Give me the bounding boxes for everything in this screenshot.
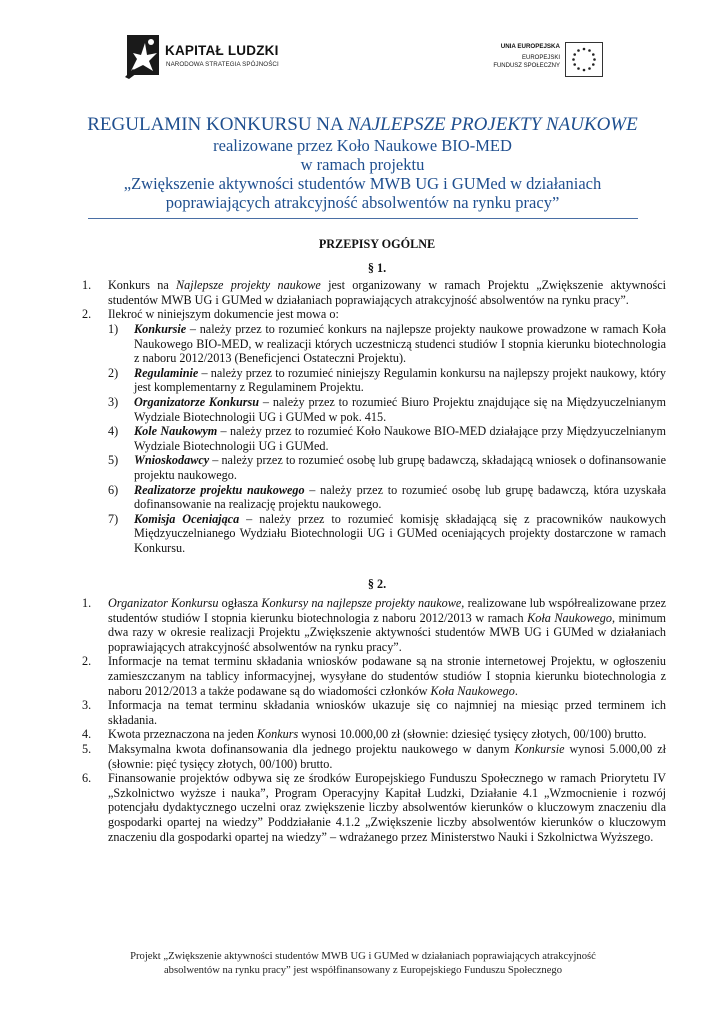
definition-item: 6) Realizatorze projektu naukowego – należy przez to rozumieć osobę lub grupę badawczą, która uzyskała dofinansowanie na realizację projektu naukowego. bbox=[108, 482, 666, 512]
paragraph-2-list bbox=[82, 596, 666, 844]
kapital-ludzki-emblem-icon bbox=[123, 33, 163, 81]
definitions-list bbox=[108, 322, 666, 556]
kapital-ludzki-logo bbox=[123, 33, 283, 81]
definition-item: 5) Wnioskodawcy – należy przez to rozumieć osobę lub grupę badawczą, składającą wniosek o dofinansowanie projektu naukowego. bbox=[108, 453, 666, 482]
paragraph-2-heading: § 2. bbox=[367, 577, 387, 592]
paragraph-1-heading: § 1. bbox=[367, 260, 387, 275]
footer-line2: absolwentów na rynku pracy” jest współfinansowany z Europejskiego Funduszu Społecznego bbox=[163, 965, 563, 976]
paragraph-1-list bbox=[82, 278, 666, 555]
list-item: 1. Organizator Konkursu ogłasza Konkursy na najlepsze projekty naukowe, realizowane lub współrealizowane przez studentów studiów I stopnia kierunku biotechnologia z naboru 2012/2013 w ramach Koła Naukowego, minimum dwa razy w okresie realizacji Projektu „Zwiększenie aktywności studentów MWB UG i GUMed w działaniach poprawiających atrakcyjność absolwentów na rynku pracy”. bbox=[82, 596, 667, 654]
title-line4: „Zwiększenie aktywności studentów MWB UG i GUMed w działaniach bbox=[123, 174, 602, 193]
list-item: 2. Ilekroć w niniejszym dokumencie jest mowa o: 1) Konkursie – należy przez to rozumieć konkurs na najlepsze projekty naukowe prowadzone w ramach Koła Naukowego BIO-MED, w realizacji których uczestniczą studenci studiów I stopnia kierunku biotechnologia z naboru 2012/2013 (Beneficjenci Ostateczni Projektu). 2) Regulaminie – należy przez to rozumieć niniejszy Regulamin konkursu na najlepszy projekt naukowy, który jest komplementarny z Regulaminem Projektu. 3) Organizatorze Konkursu – należy przez to rozumieć Biuro Projektu znajdujące się na Międzyuczelnianym Wydziale Biotechnologii UG i GUMed w pok. 415. 4) Kole Naukowym – należy przez to rozumieć Koło Naukowe BIO-MED działające przy Międzyuczelnianym Wydziale Biotechnologii UG i GUMed. 5) Wnioskodawcy – należy przez to rozumieć osobę lub grupę badawczą, składającą wniosek o dofinansowanie projektu naukowego. 6) Realizatorze projektu naukowego – należy przez to rozumieć osobę lub grupę badawczą, która uzyskała dofinansowanie na realizację projektu naukowego. 7) Komisja Oceniająca – należy przez to rozumieć komisję składającą się z pracowników naukowych Międzyuczelnianego Wydziału Biotechnologii UG i GUMed oceniających projekty dostarczone w ramach Konkursu. bbox=[82, 307, 666, 555]
eu-logo bbox=[470, 41, 605, 77]
eu-logo-lines bbox=[493, 54, 560, 70]
eu-flag-icon bbox=[565, 42, 603, 77]
title-line5: poprawiających atrakcyjność absolwentów na rynku pracy” bbox=[165, 193, 560, 212]
list-item: 1. Konkurs na Najlepsze projekty naukowe jest organizowany w ramach Projektu „Zwiększenie aktywności studentów MWB UG i GUMed w działaniach poprawiających atrakcyjność absolwentów na rynku pracy”. bbox=[82, 278, 666, 307]
page-footer bbox=[80, 950, 646, 978]
list-item: 6. Finansowanie projektów odbywa się ze środków Europejskiego Funduszu Społecznego w ramach Priorytetu IV „Szkolnictwo wyższe i nauka”, Program Operacyjny Kapitał Ludzki, Działanie 4.1 „Wzmocnienie i rozwój potencjału dydaktycznego uczelni oraz zwiększenie liczby absolwentów kierunków o kluczowym znaczeniu dla gospodarki opartej na wiedzy” Poddziałanie 4.1.2 „Zwiększenie liczby absolwentów kierunków o kluczowym znaczeniu dla gospodarki opartej na wiedzy” – wdrażanego przez Ministerstwo Nauki i Szkolnictwa Wyższego. bbox=[82, 771, 666, 844]
definition-item: 1) Konkursie – należy przez to rozumieć konkurs na najlepsze projekty naukowe prowadzone w ramach Koła Naukowego BIO-MED, w realizacji których uczestniczą studenci studiów I stopnia kierunku biotechnologia z naboru 2012/2013 (Beneficjenci Ostateczni Projektu). bbox=[108, 321, 666, 366]
section-heading: PRZEPISY OGÓLNE bbox=[318, 237, 436, 251]
list-item: 4. Kwota przeznaczona na jeden Konkurs wynosi 10.000,00 zł (słownie: dziesięć tysięcy złotych, 00/100) brutto. bbox=[82, 727, 647, 742]
document-title bbox=[60, 114, 665, 212]
title-line1: REGULAMIN KONKURSU NA NAJLEPSZE PROJEKTY NAUKOWE bbox=[87, 114, 638, 135]
title-line3: w ramach projektu bbox=[300, 155, 425, 174]
eu-logo-line3: FUNDUSZ SPOŁECZNY bbox=[493, 63, 560, 69]
definition-item: 3) Organizatorze Konkursu – należy przez to rozumieć Biuro Projektu znajdujące się na Międzyuczelnianym Wydziale Biotechnologii UG i GUMed w pok. 415. bbox=[108, 394, 666, 424]
list-item: 5. Maksymalna kwota dofinansowania dla jednego projektu naukowego w danym Konkursie wynosi 5.000,00 zł (słownie: pięć tysięcy złotych, 00/100) brutto. bbox=[82, 742, 666, 771]
definition-item: 2) Regulaminie – należy przez to rozumieć niniejszy Regulamin konkursu na najlepszy projekt naukowy, który jest komplementarny z Regulaminem Projektu. bbox=[108, 365, 666, 395]
title-line2: realizowane przez Koło Naukowe BIO-MED bbox=[213, 136, 512, 155]
list-item: 2. Informacje na temat terminu składania wniosków podawane są na stronie internetowej Projektu, w ogłoszeniu zamieszczanym na tablicy informacyjnej, wysyłane do studentów studiów I stopnia kierunku biotechnologia z naboru 2012/2013 a także podawane są do wiadomości członków Koła Naukowego. bbox=[82, 654, 666, 698]
eu-logo-line1: UNIA EUROPEJSKA bbox=[500, 43, 560, 50]
kapital-ludzki-title: KAPITAŁ LUDZKI bbox=[165, 43, 279, 58]
document-body bbox=[82, 237, 667, 844]
definition-item: 4) Kole Naukowym – należy przez to rozumieć Koło Naukowe BIO-MED działające przy Międzyuczelnianym Wydziale Biotechnologii UG i GUMed. bbox=[108, 424, 666, 453]
list-item: 3. Informacja na temat terminu składania wniosków ukazuje się co najmniej na miesiąc przed terminem ich składania. bbox=[82, 698, 666, 727]
kapital-ludzki-subtitle: NARODOWA STRATEGIA SPÓJNOŚCI bbox=[166, 61, 279, 68]
definition-item: 7) Komisja Oceniająca – należy przez to rozumieć komisję składającą się z pracowników naukowych Międzyuczelnianego Wydziału Biotechnologii UG i GUMed oceniających projekty dostarczone w ramach Konkursu. bbox=[108, 511, 666, 555]
footer-line1: Projekt „Zwiększenie aktywności studentów MWB UG i GUMed w działaniach poprawiających atrakcyjność bbox=[130, 951, 596, 962]
title-divider bbox=[88, 218, 638, 219]
eu-logo-line2: EUROPEJSKI bbox=[521, 55, 560, 61]
